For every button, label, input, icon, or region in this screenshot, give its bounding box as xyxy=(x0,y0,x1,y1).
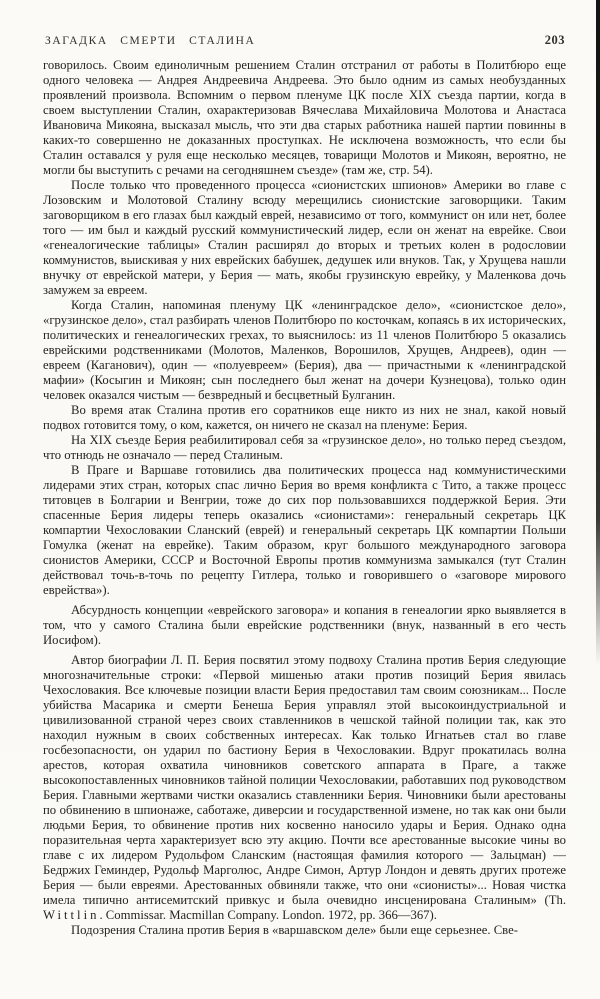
page-number: 203 xyxy=(544,33,565,47)
running-title: ЗАГАДКА СМЕРТИ СТАЛИНА xyxy=(45,35,256,47)
paragraph: Во время атак Сталина против его соратников еще никто из них не знал, какой новый подвох готовится тому, о ком, кажется, он ничего не сказал на пленуме: Берия. xyxy=(43,403,566,432)
running-header xyxy=(45,33,565,48)
page-body xyxy=(43,58,566,938)
cited-author-name: Wittlin xyxy=(43,908,100,922)
paragraph: После только что проведенного процесса «сионистских шпионов» Америки во главе с Лозовским и Молотовой Сталину всюду мерещились сионистские заговорщики. Таким заговорщиком в его глазах был каждый еврей, независимо от того, коммунист он или нет, более того — им был и каждый русский коммунистический лидер, если он женат на еврейке. Свои «генеалогические таблицы» Сталин расширял до вторых и третьих колен в родословии коммунистов, выискивая у них еврейских бабушек, дедушек или внуков. Так, у Хрущева нашли внучку от еврейской матери, у Берия — мать, якобы грузинскую еврейку, у Маленкова дочь замужем за евреем. xyxy=(43,178,566,297)
paragraph: Когда Сталин, напоминая пленуму ЦК «ленинградское дело», «сионистское дело», «грузинское дело», стал разбирать членов Политбюро по косточкам, копаясь в их исторических, политических и генеалогических грехах, то выяснилось: из 11 членов Политбюро 5 оказались еврейскими родственниками (Молотов, Маленков, Ворошилов, Хрущев, Андреев), один — евреем (Каганович), один — «полуевреем» (Берия), два — причастными к «ленинградской мафии» (Косыгин и Микоян; сын последнего был женат на дочери Кузнецова), только один человек оказался чистым — безвредный и бесцветный Булганин. xyxy=(43,298,566,402)
paragraph: Абсурдность концепции «еврейского заговора» и копания в генеалогии ярко выявляется в том, что у самого Сталина были еврейские родственники (внук, названный в его честь Иосифом). xyxy=(43,603,566,647)
paragraph: В Праге и Варшаве готовились два политических процесса над коммунистическими лидерами этих стран, которых спас лично Берия во время конфликта с Тито, а также процесс титовцев в Болгарии и Венгрии, тоже до сих пор пользовавшихся поддержкой Берия. Эти спасенные Берия лидеры теперь оказались «сионистами»: генеральный секретарь ЦК компартии Чехословакии Сланский (еврей) и генеральный секретарь ЦК компартии Польши Гомулка (женат на еврейке). Таким образом, круг большого международного заговора сионистов Америки, СССР и Восточной Европы против коммунизма замыкался (тут Сталин действовал точь-в-точь по рецепту Гитлера, только и говорившего о «заговоре мирового еврейства»). xyxy=(43,463,566,597)
paragraph-quote-citation xyxy=(43,653,566,923)
paragraph: На XIX съезде Берия реабилитировал себя за «грузинское дело», но только перед съездом, что отнюдь не означало — перед Сталиным. xyxy=(43,433,566,462)
paragraph-continuation: говорилось. Своим единоличным решением Сталин отстранил от работы в Политбюро еще одного человека — Андрея Андреевича Андреева. Это было одним из самых необузданных проявлений произвола. Вспомним о первом пленуме ЦК после XIX съезда партии, когда в своем выступлении Сталин, охарактеризовав Вячеслава Михайловича Молотова и Анастаса Ивановича Микояна, высказал мысль, что эти два старых работника нашей партии повинны в каких-то совершенно не доказанных проступках. Не исключена возможность, что если бы Сталин оставался у руля еще несколько месяцев, товарищи Молотов и Микоян, вероятно, не могли бы выступить с речами на сегодняшнем съезде» (там же, стр. 54). xyxy=(43,58,566,177)
citation-reference: . Commissar. Macmillan Company. London. 1972, pp. 366—367). xyxy=(99,908,437,922)
quote-text: Автор биографии Л. П. Берия посвятил этому подвоху Сталина против Берия следующие многозначительные строки: «Первой мишенью атаки против позиций Берия явилась Чехословакия. Все ключевые позиции власти Берия предоставил там своим союзникам... После убийства Масарика и смерти Бенеша Берия управлял этой высокоиндустриальной и цивилизованной страной через своих ставленников в чешской тайной полиции так, как это находил нужным в своих собственных интересах. Как только Игнатьев стал во главе госбезопасности, он ударил по бастиону Берия в Чехословакии. Вдруг прокатилась волна арестов, которая охватила чиновников советского аппарата в Праге, а также высокопоставленных чиновников тайной полиции Чехословакии, работавших под руководством Берия. Главными жертвами чистки оказались ставленники Берия. Чиновники были арестованы по обвинению в шпионаже, саботаже, диверсии и государственной измене, но так как они были людьми Берия, то обвинение против них косвенно наносило удары и Берия. Однако одна поразительная черта характеризует всю эту акцию. Почти все арестованные высокие чины во главе с их лидером Рудольфом Сланским (настоящая фамилия которого — Зальцман) — Бедржих Геминдер, Рудольф Марголюс, Андре Симон, Артур Лондон и девять других протеже Берия — были евреями. Арестованных обвиняли также, что они «сионисты»... Новая чистка имела типично антисемитский привкус и была очевидно инсценирована Сталиным» (Th. xyxy=(43,653,566,907)
paragraph-last-line: Подозрения Сталина против Берия в «варшавском деле» были еще серьезнее. Све- xyxy=(71,923,518,937)
scan-edge-shadow xyxy=(596,0,600,665)
